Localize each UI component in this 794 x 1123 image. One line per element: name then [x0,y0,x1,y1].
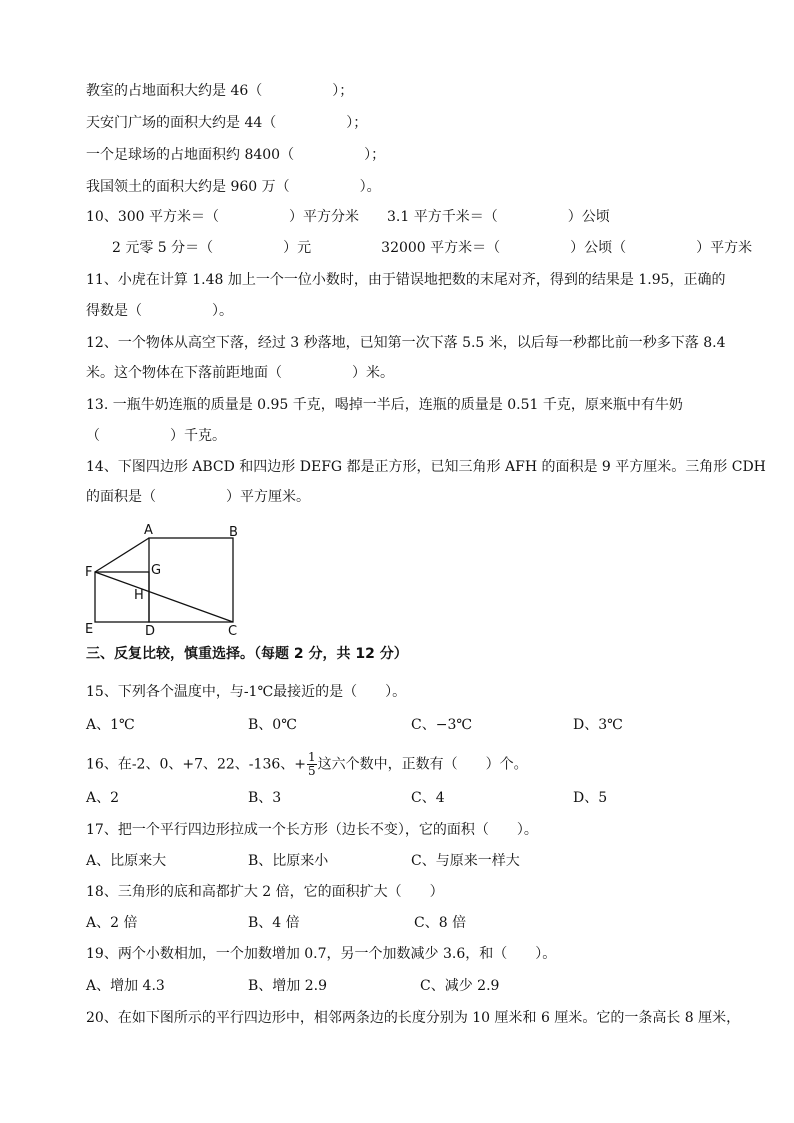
question-11-line-2: 得数是（ ）。 [86,303,233,319]
question-17-stem: 17、把一个平行四边形拉成一个长方形（边长不变），它的面积（ ）。 [86,822,538,838]
question-13-line-2: （ ）千克。 [86,428,226,444]
q16-text-before: 16、在-2、0、+7、22、-136、+ [86,756,306,773]
q15-option-d: D、3℃ [573,717,623,733]
question-14-line-1: 14、下图四边形 ABCD 和四边形 DEFG 都是正方形，已知三角形 AFH 的面积是 9 平方厘米。三角形 CDH [86,459,766,475]
question-13-line-1: 13. 一瓶牛奶连瓶的质量是 0.95 千克，喝掉一半后，连瓶的质量是 0.51 千克，原来瓶中有牛奶 [86,397,683,413]
question-14-line-2: 的面积是（ ）平方厘米。 [86,489,310,505]
vertex-label-b: B [229,525,238,540]
question-10-line-1: 10、300 平方米＝（ ）平方分米 3.1 平方千米＝（ ）公顷 [86,209,610,225]
square-geometry-figure [80,518,250,640]
q15-option-a: A、1℃ [86,717,135,733]
vertex-label-a: A [144,523,153,538]
fraction-denominator: 5 [308,764,316,778]
fill-line-tiananmen: 天安门广场的面积大约是 44（ ）； [86,115,368,131]
question-20-stem: 20、在如下图所示的平行四边形中，相邻两条边的长度分别为 10 厘米和 6 厘米。它的一条高长 8 厘米， [86,1010,741,1026]
q16-option-a: A、2 [86,790,120,806]
segment-fc [95,572,233,622]
q17-option-b: B、比原来小 [248,853,329,869]
square-abcd [149,538,233,622]
fraction-one-fifth [307,751,317,778]
q17-option-a: A、比原来大 [86,853,167,869]
vertex-label-f: F [85,565,93,580]
fill-line-territory: 我国领土的面积大约是 960 万（ ）。 [86,179,381,195]
question-10-line-2: 2 元零 5 分＝（ ）元 32000 平方米＝（ ）公顷（ ）平方米 [112,240,753,256]
section-3-heading: 三、反复比较，慎重选择。（每题 2 分，共 12 分） [86,646,408,662]
q16-text-after: 这六个数中，正数有（ ）个。 [317,756,528,773]
q18-option-c: C、8 倍 [414,915,467,931]
question-19-stem: 19、两个小数相加，一个加数增加 0.7，另一个加数减少 3.6，和（ ）。 [86,946,557,962]
q16-option-d: D、5 [573,790,608,806]
segment-fa [95,538,149,572]
q15-option-b: B、0℃ [248,717,297,733]
question-16-stem [86,751,528,778]
q18-option-a: A、2 倍 [86,915,138,931]
q19-option-a: A、增加 4.3 [86,978,165,994]
vertex-label-h: H [134,588,144,603]
q19-option-b: B、增加 2.9 [248,978,328,994]
q19-option-c: C、减少 2.9 [420,978,500,994]
fill-line-football: 一个足球场的占地面积约 8400（ ）； [86,147,386,163]
q18-option-b: B、4 倍 [248,915,300,931]
question-12-line-2: 米。这个物体在下落前距地面（ ）米。 [86,365,394,381]
fill-line-classroom: 教室的占地面积大约是 46（ ）； [86,83,354,99]
question-18-stem: 18、三角形的底和高都扩大 2 倍，它的面积扩大（ ） [86,884,444,900]
question-15-stem: 15、下列各个温度中，与-1℃最接近的是（ ）。 [86,684,407,700]
fraction-numerator: 1 [308,750,316,764]
vertex-label-c: C [228,624,238,639]
q15-option-c: C、−3℃ [411,717,473,733]
question-12-line-1: 12、一个物体从高空下落，经过 3 秒落地，已知第一次下落 5.5 米，以后每一秒都比前一秒多下落 8.4 [86,335,726,351]
vertex-label-d: D [145,624,156,639]
q17-option-c: C、与原来一样大 [411,853,520,869]
vertex-label-g: G [151,563,162,578]
q16-option-b: B、3 [248,790,282,806]
vertex-label-e: E [85,622,94,637]
question-11-line-1: 11、小虎在计算 1.48 加上一个一位小数时，由于错误地把数的末尾对齐，得到的结果是 1.95，正确的 [86,272,726,288]
q16-option-c: C、4 [411,790,445,806]
